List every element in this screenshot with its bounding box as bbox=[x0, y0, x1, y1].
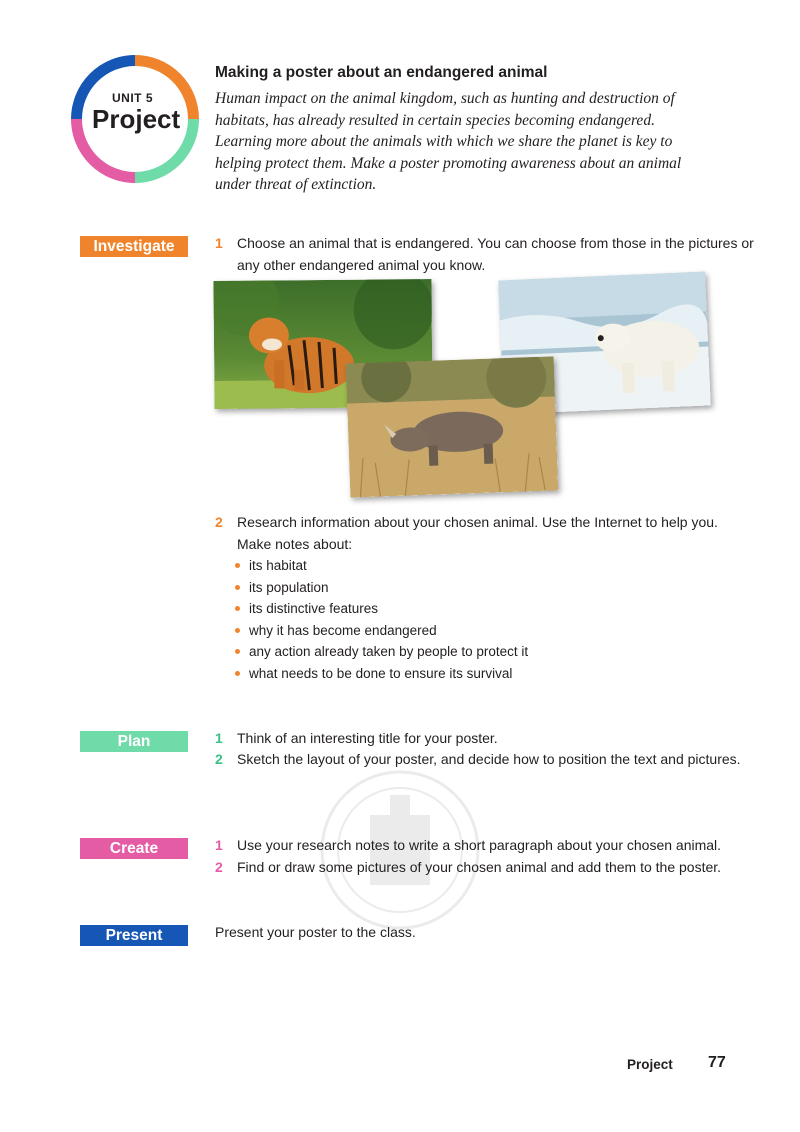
plan-item-1 bbox=[215, 728, 755, 750]
item-number: 1 bbox=[215, 730, 223, 746]
bullet-item: its distinctive features bbox=[234, 598, 528, 620]
bullet-dot-icon bbox=[235, 671, 240, 676]
rhino-photo bbox=[346, 356, 559, 497]
unit-title: Project bbox=[92, 104, 181, 134]
bullet-item: what needs to be done to ensure its survival bbox=[234, 663, 528, 685]
item-text: Research information about your chosen animal. Use the Internet to help you. Make notes about: bbox=[237, 514, 718, 552]
bullet-dot-icon bbox=[235, 628, 240, 633]
present-text: Present your poster to the class. bbox=[215, 924, 416, 940]
notes-bullet-list bbox=[234, 555, 528, 685]
intro-paragraph: Human impact on the animal kingdom, such as hunting and destruction of habitats, has already resulted in certain species becoming endangered. Learning more about the animals with which we share the planet is key to helping protect them. Make a poster promoting awareness about an animal under threat of extinction. bbox=[215, 90, 682, 193]
page-number: 77 bbox=[708, 1054, 726, 1071]
item-text: Find or draw some pictures of your chosen animal and add them to the poster. bbox=[237, 859, 722, 875]
item-number: 2 bbox=[215, 751, 223, 767]
item-number: 2 bbox=[215, 514, 223, 530]
section-tab-plan: Plan bbox=[80, 731, 188, 752]
investigate-item-1 bbox=[215, 233, 755, 276]
bullet-item: why it has become endangered bbox=[234, 620, 528, 642]
bullet-dot-icon bbox=[235, 585, 240, 590]
create-item-2 bbox=[215, 857, 755, 879]
item-number: 1 bbox=[215, 837, 223, 853]
item-text: Use your research notes to write a short paragraph about your chosen animal. bbox=[237, 837, 722, 853]
create-item-1 bbox=[215, 835, 755, 857]
bullet-dot-icon bbox=[235, 606, 240, 611]
item-text: Think of an interesting title for your poster. bbox=[237, 730, 498, 746]
section-tab-investigate: Investigate bbox=[80, 236, 188, 257]
item-number: 2 bbox=[215, 859, 223, 875]
investigate-item-2 bbox=[215, 512, 755, 555]
footer-section-label: Project bbox=[627, 1057, 673, 1072]
unit-label: UNIT 5 bbox=[112, 91, 154, 105]
section-tab-create: Create bbox=[80, 838, 188, 859]
bullet-item: its population bbox=[234, 577, 528, 599]
bullet-dot-icon bbox=[235, 563, 240, 568]
bullet-item: its habitat bbox=[234, 555, 528, 577]
item-text: Sketch the layout of your poster, and decide how to position the text and pictures. bbox=[237, 751, 741, 767]
bullet-item: any action already taken by people to protect it bbox=[234, 641, 528, 663]
page-title: Making a poster about an endangered animal bbox=[215, 64, 548, 81]
bullet-dot-icon bbox=[235, 649, 240, 654]
plan-item-2 bbox=[215, 749, 755, 771]
section-tab-present: Present bbox=[80, 925, 188, 946]
item-number: 1 bbox=[215, 235, 223, 251]
item-text: Choose an animal that is endangered. You can choose from those in the pictures or any other endangered animal you know. bbox=[237, 235, 754, 273]
